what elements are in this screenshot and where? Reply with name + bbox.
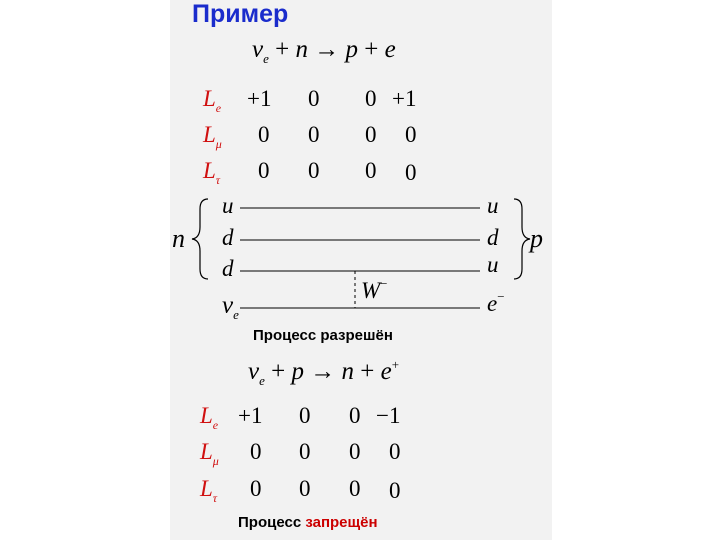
arrow-icon: → [314,36,340,63]
neutron-symbol: n [341,358,354,385]
table-cell: 0 [365,122,377,147]
table-cell: 0 [349,439,361,464]
neutron-label: n [172,224,185,253]
table-cell: 0 [250,476,262,501]
table-cell: 0 [349,476,361,501]
table-cell: 0 [365,158,377,183]
neutrino-symbol: ν [252,36,264,63]
caption-allowed: Процесс разрешён [253,327,393,344]
left-quark-u: u [222,193,234,218]
row-label-ltau: $L_\tau$ [200,476,218,505]
page-title: Пример [192,0,289,28]
neutrino-in-label: $\nu_e$ [222,292,239,322]
table-cell: 0 [258,122,270,147]
plus-sign: + [360,358,375,385]
left-quark-d1: d [222,225,234,250]
row-label-le: $L_e$ [200,403,219,432]
table-cell: 0 [389,439,401,464]
proton-symbol: p [345,36,358,63]
neutrino-subscript: e [263,51,269,66]
table-cell: 0 [349,403,361,428]
reaction-1 [252,36,396,67]
table-cell: 0 [405,122,417,147]
table-cell: +1 [247,86,272,111]
arrow-icon: → [310,358,336,385]
row-label-le: $L_e$ [203,86,222,115]
proton-label: p [530,224,543,253]
row-label-lmu: $L_\mu$ [203,122,222,151]
w-boson-label: W− [361,276,388,303]
plus-sign: + [271,358,286,385]
table-cell: +1 [392,86,417,111]
right-quark-u1: u [487,193,499,218]
table-cell: 0 [258,158,270,183]
row-label-lmu: $L_\mu$ [200,439,219,468]
neutrino-symbol: ν [248,358,260,385]
table-cell: 0 [250,439,262,464]
table-cell: 0 [308,122,320,147]
table-cell: 0 [299,476,311,501]
right-quark-u2: u [487,252,499,277]
caption-prefix: Процесс [238,514,302,531]
caption-forbidden [238,514,378,531]
electron-out-label: e− [487,289,505,316]
positron-symbol: e [380,358,392,385]
row-label-ltau: $L_\tau$ [203,158,221,187]
neutron-symbol: n [295,36,308,63]
left-brace [192,199,208,279]
table-cell: 0 [299,403,311,428]
table-cell: 0 [299,439,311,464]
table-cell: 0 [308,158,320,183]
caption-forbidden-word: запрещён [305,514,378,531]
positron-charge: + [391,357,400,372]
electron-symbol: e [384,36,396,63]
neutrino-subscript: e [259,373,265,388]
right-brace [514,199,530,279]
proton-symbol: p [291,358,304,385]
table-cell: −1 [376,403,401,428]
right-quark-d: d [487,225,499,250]
table-cell: 0 [365,86,377,111]
table-cell: 0 [405,160,417,185]
table-cell: 0 [389,478,401,503]
left-quark-d2: d [222,256,234,281]
table-cell: +1 [238,403,263,428]
table-cell: 0 [308,86,320,111]
reaction-2 [248,357,399,389]
plus-sign: + [364,36,379,63]
plus-sign: + [275,36,290,63]
